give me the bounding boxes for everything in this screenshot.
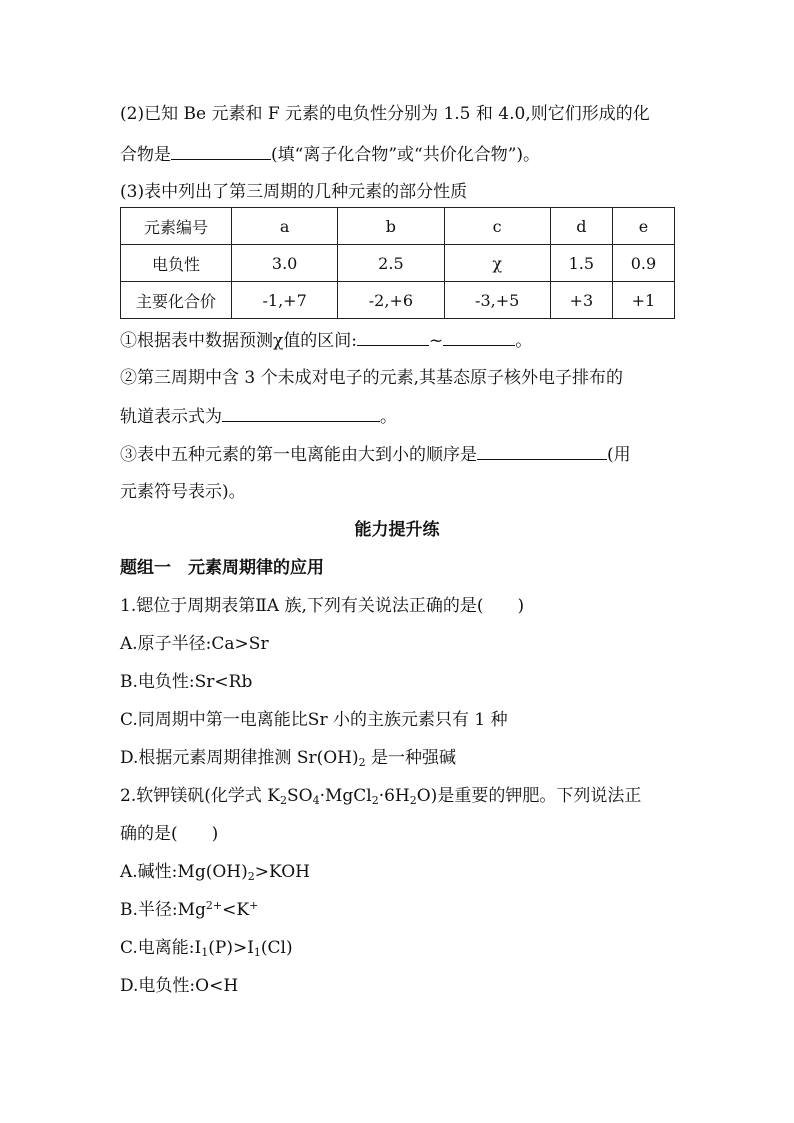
q2-sub2: 4 bbox=[312, 794, 320, 807]
table-cell: +1 bbox=[612, 282, 674, 319]
q2-stem-d: ·6H bbox=[378, 786, 410, 806]
part3-q3-line1-pre: ③表中五种元素的第一电离能由大到小的顺序是 bbox=[120, 445, 477, 465]
table-cell: -3,+5 bbox=[444, 282, 550, 319]
q1-option-d[interactable] bbox=[120, 747, 456, 769]
q1-d-sub: 2 bbox=[358, 756, 366, 769]
q1-option-b[interactable]: B.电负性:Sr<Rb bbox=[120, 672, 253, 692]
part3-q2-line2 bbox=[120, 405, 397, 428]
table-cell: +3 bbox=[550, 282, 612, 319]
answer-blank-orbital-diagram[interactable] bbox=[222, 405, 380, 422]
part3-q3-line2: 元素符号表示)。 bbox=[120, 482, 246, 502]
q2-a-post: >KOH bbox=[254, 862, 310, 882]
group-title: 题组一 元素周期律的应用 bbox=[120, 558, 324, 578]
part2-line2 bbox=[120, 143, 540, 166]
q2-stem-e: O)是重要的钾肥。下列说法正 bbox=[416, 786, 642, 806]
q2-stem-b: SO bbox=[286, 786, 313, 806]
q1-stem: 1.锶位于周期表第ⅡA 族,下列有关说法正确的是( ) bbox=[120, 596, 525, 616]
q2-sub4: 2 bbox=[409, 794, 417, 807]
table-cell: -1,+7 bbox=[232, 282, 338, 319]
q1-option-a[interactable]: A.原子半径:Ca>Sr bbox=[120, 634, 269, 654]
section-title: 能力提升练 bbox=[354, 520, 440, 540]
q1-option-c[interactable]: C.同周期中第一电离能比Sr 小的主族元素只有 1 种 bbox=[120, 710, 508, 730]
table-header-cell: d bbox=[550, 208, 612, 245]
part3-q1-pre: ①根据表中数据预测χ值的区间: bbox=[120, 331, 358, 351]
q2-option-c[interactable] bbox=[120, 937, 293, 959]
q2-c-b: (P)>I bbox=[208, 938, 254, 958]
table-cell: 1.5 bbox=[550, 245, 612, 282]
q2-sub1: 2 bbox=[279, 794, 287, 807]
q2-a-pre: A.碱性:Mg(OH) bbox=[120, 862, 248, 882]
part3-q3-line1-post: (用 bbox=[607, 445, 631, 465]
table-header-row bbox=[121, 208, 675, 245]
q2-stem-c: ·MgCl bbox=[319, 786, 372, 806]
q1-d-pre: D.根据元素周期律推测 Sr(OH) bbox=[120, 748, 359, 768]
q2-stem-line2: 确的是( ) bbox=[120, 824, 219, 844]
table-cell: 2.5 bbox=[338, 245, 444, 282]
answer-blank-chi-low[interactable] bbox=[357, 329, 429, 346]
q2-b-pre: B.半径:Mg bbox=[120, 900, 206, 920]
part3-q2-line2-pre: 轨道表示式为 bbox=[120, 407, 222, 427]
table-header-cell: a bbox=[232, 208, 338, 245]
q2-sub3: 2 bbox=[371, 794, 379, 807]
part3-title: (3)表中列出了第三周期的几种元素的部分性质 bbox=[120, 182, 468, 202]
q2-c-c: (Cl) bbox=[260, 938, 293, 958]
q2-b-sup: 2+ bbox=[205, 899, 223, 912]
q2-stem-a: 2.软钾镁矾(化学式 K bbox=[120, 786, 280, 806]
q2-b-sup2: + bbox=[249, 899, 259, 912]
part2-line1: (2)已知 Be 元素和 F 元素的电负性分别为 1.5 和 4.0,则它们形成的化 bbox=[120, 104, 650, 124]
q1-d-post: 是一种强碱 bbox=[365, 748, 457, 768]
answer-blank-chi-high[interactable] bbox=[443, 329, 515, 346]
q2-c-a: C.电离能:I bbox=[120, 938, 202, 958]
part3-q1-post: 。 bbox=[515, 331, 533, 351]
table-cell: 主要化合价 bbox=[121, 282, 232, 319]
q2-c-sub1: 1 bbox=[201, 946, 209, 959]
q2-stem-line1 bbox=[120, 785, 641, 807]
table-header-cell: c bbox=[444, 208, 550, 245]
table-header-cell: e bbox=[612, 208, 674, 245]
table-row bbox=[121, 245, 675, 282]
table-header-cell: b bbox=[338, 208, 444, 245]
table-cell: 3.0 bbox=[232, 245, 338, 282]
table-row bbox=[121, 282, 675, 319]
table-cell: 0.9 bbox=[612, 245, 674, 282]
q2-c-sub2: 1 bbox=[253, 946, 261, 959]
table-cell: 电负性 bbox=[121, 245, 232, 282]
q2-option-a[interactable] bbox=[120, 861, 310, 883]
q2-option-b[interactable] bbox=[120, 899, 258, 921]
part2-line2-post: (填“离子化合物”或“共价化合物”)。 bbox=[271, 145, 541, 165]
part3-q2-line2-post: 。 bbox=[380, 407, 397, 427]
part3-q1-mid: ~ bbox=[429, 331, 444, 351]
part3-q3-line1 bbox=[120, 443, 631, 466]
q2-option-d[interactable]: D.电负性:O<H bbox=[120, 976, 239, 996]
part2-line2-pre: 合物是 bbox=[120, 145, 171, 165]
part3-q2-line1: ②第三周期中含 3 个未成对电子的元素,其基态原子核外电子排布的 bbox=[120, 368, 624, 388]
table-cell: χ bbox=[444, 245, 550, 282]
part3-q1 bbox=[120, 329, 532, 352]
table-cell: -2,+6 bbox=[338, 282, 444, 319]
answer-blank-compound-type[interactable] bbox=[171, 143, 271, 160]
q2-b-mid: <K bbox=[222, 900, 250, 920]
q2-a-sub: 2 bbox=[247, 870, 255, 883]
element-properties-table bbox=[120, 207, 675, 319]
table-header-cell: 元素编号 bbox=[121, 208, 232, 245]
answer-blank-ionization-order[interactable] bbox=[477, 443, 607, 460]
